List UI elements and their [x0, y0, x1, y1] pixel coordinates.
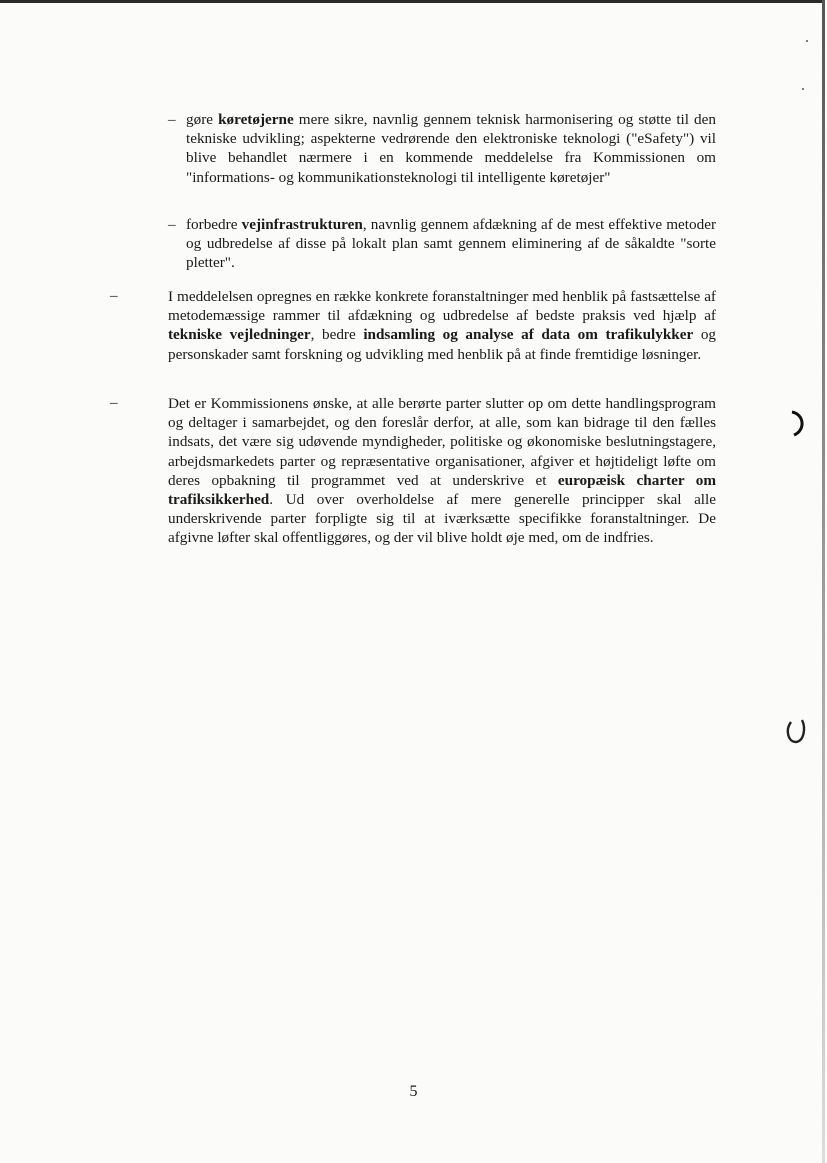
paragraph-dash: –: [110, 394, 118, 411]
bullet-vehicles: [168, 110, 716, 187]
scan-right-edge: [822, 0, 825, 1163]
paragraph-charter: Det er Kommissionens ønske, at alle berørte parter slutter op om dette handlingsprogram og deltager i samarbejdet, og den foreslår derfor, at alle, som kan bidrage til den fælles indsats, det være sig udøvende myndigheder, politiske og økonomiske beslutningstagere, arbejdsmarkedets parter og repræsentative organisationer, afgiver et højtideligt løfte om deres opbakning til programmet ved at underskrive et europæisk charter om trafiksikkerhed. Ud over overholdelse af mere generelle principper skal alle underskrivende parter forpligte sig til at iværksætte specifikke foranstaltninger. De afgivne løfter skal offentliggøres, og der vil blive holdt øje med, om de indfries.: [168, 395, 716, 547]
bullet-text: gøre køretøjerne mere sikre, navnlig gennem teknisk harmonisering og støtte til den tekniske udvikling; aspekterne vedrørende den elektroniske teknologi ("eSafety") vil blive behandlet nærmere i en kommende meddelelse fra Kommissionen om "informations- og kommunikationsteknologi til intelligente køretøjer": [186, 111, 716, 186]
scan-speck: [802, 88, 804, 90]
paragraph-dash: –: [110, 287, 118, 304]
bullet-text: forbedre vejinfrastrukturen, navnlig gennem afdækning af de mest effektive metoder og udbredelse af disse på lokalt plan samt gennem eliminering af de såkaldte "sorte pletter".: [186, 216, 717, 272]
bullet-infrastructure: [168, 215, 716, 273]
scan-speck: [806, 40, 808, 42]
bullet-dash: –: [168, 111, 176, 128]
paragraph-measures: I meddelelsen opregnes en række konkrete foranstaltninger med henblik på fastsættelse af metodemæssige rammer til afdækning og udbredelse af bedste praksis ved hjælp af tekniske vejledninger, bedre indsamling og analyse af data om trafikulykker og personskader samt forskning og udvikling med henblik på at finde fremtidige løsninger.: [168, 288, 717, 363]
bullet-dash: –: [168, 216, 176, 233]
scan-top-edge: [0, 0, 822, 3]
punch-hole-mark: [784, 408, 810, 438]
page-number: 5: [409, 1083, 418, 1100]
punch-hole-mark: [782, 716, 810, 746]
